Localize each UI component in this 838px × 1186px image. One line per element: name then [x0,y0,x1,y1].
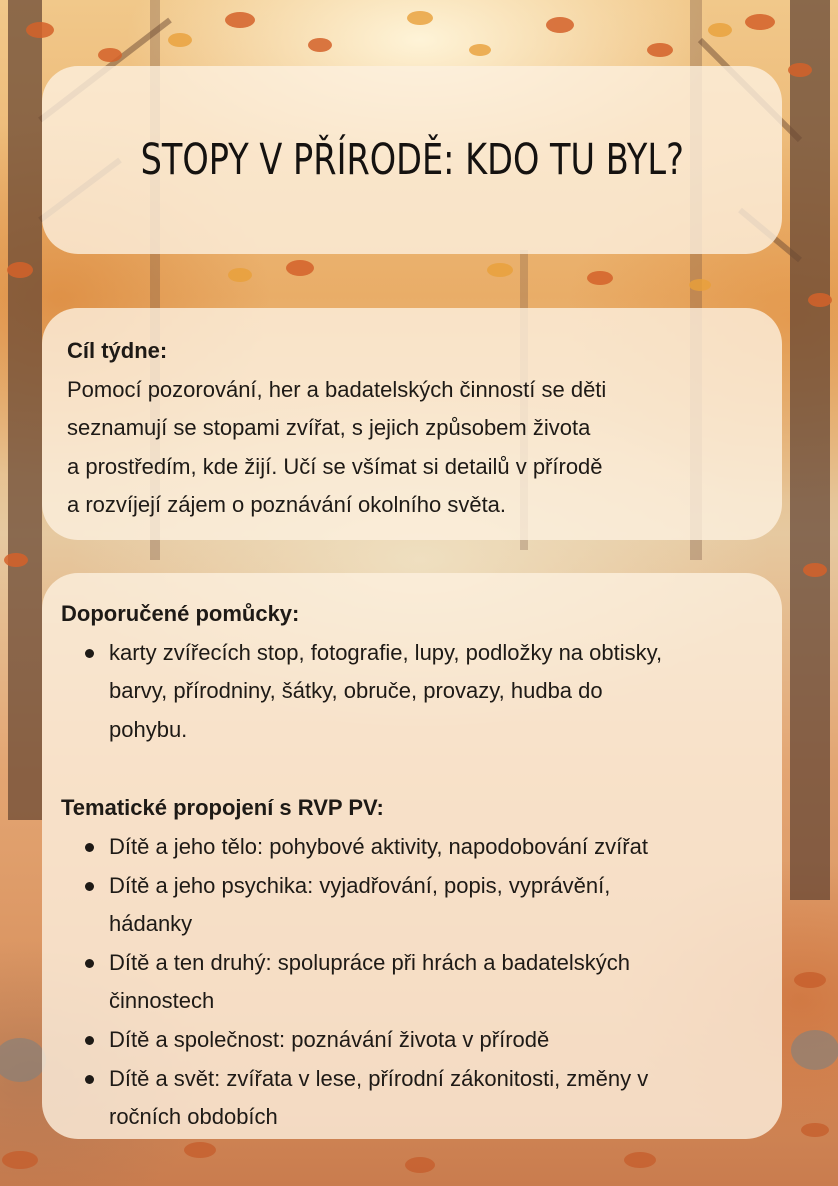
list-item-line: hádanky [109,911,193,937]
goal-heading: Cíl týdne: [67,338,168,363]
list-item [61,634,768,750]
goal-line: a rozvíjejí zájem o poznávání okolního světa. [67,492,507,518]
rvp-heading: Tematické propojení s RVP PV: [61,795,384,821]
list-item-line: Dítě a společnost: poznávání života v přírodě [109,1026,550,1052]
goal-line: Pomocí pozorování, her a badatelských činností se děti [67,376,607,402]
list-item [61,1021,768,1060]
list-item-line: Dítě a svět: zvířata v lese, přírodní zákonitosti, změny v [109,1065,649,1091]
list-item [61,1060,768,1137]
content-panel [42,573,782,1139]
rvp-list [61,828,768,1137]
page-title: STOPY V PŘÍRODĚ: KDO TU BYL? [140,135,684,185]
goal-line: seznamují se stopami zvířat, s jejich způsobem života [67,415,591,441]
list-item-line: Dítě a jeho tělo: pohybové aktivity, napodobování zvířat [109,833,648,859]
title-panel [42,66,782,254]
aids-list [61,634,768,750]
goal-line: a prostředím, kde žijí. Učí se všímat si detailů v přírodě [67,453,603,479]
list-item-line: Dítě a jeho psychika: vyjadřování, popis, vyprávění, [109,872,611,898]
list-item-line: činnostech [109,988,215,1014]
goal-panel [42,308,782,540]
list-item [61,944,768,1021]
goal-text [67,371,758,525]
list-item [61,867,768,944]
list-item-line: pohybu. [109,716,188,742]
list-item-line: Dítě a ten druhý: spolupráce při hrách a badatelských [109,949,630,975]
aids-heading: Doporučené pomůcky: [61,601,300,626]
list-item-line: barvy, přírodniny, šátky, obruče, provazy, hudba do [109,678,603,704]
list-item-line: ročních obdobích [109,1104,278,1130]
list-item-line: karty zvířecích stop, fotografie, lupy, podložky na obtisky, [109,639,663,665]
list-item [61,828,768,867]
